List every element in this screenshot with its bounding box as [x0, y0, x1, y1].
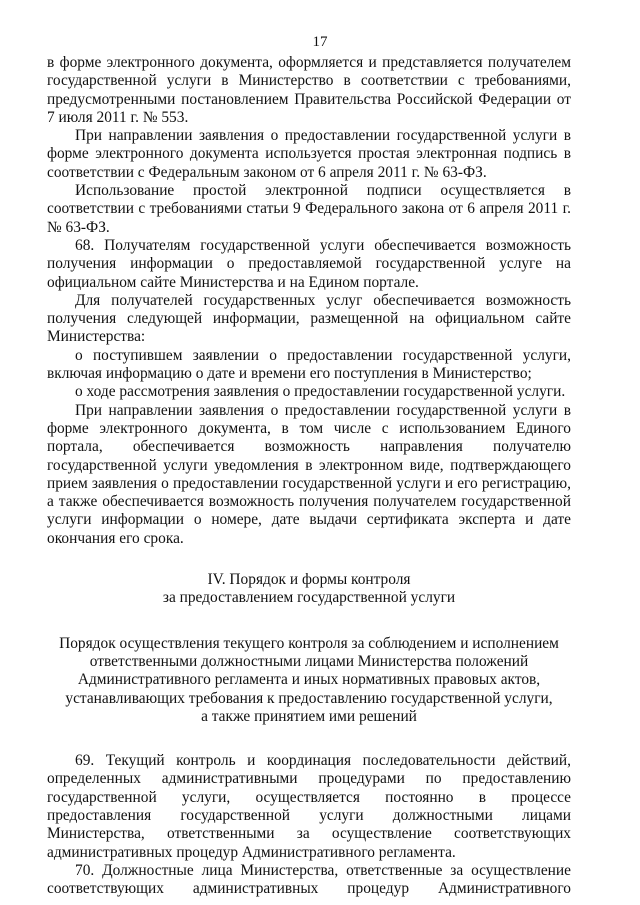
paragraph: 68. Получателям государственной услуги обеспечивается возможность получения информации о предоставляемой государственной услуге на официальном сайте Министерства и на Едином портале.: [47, 236, 571, 291]
paragraph: 70. Должностные лица Министерства, ответственные за осуществление соответствующих административных процедур Административного: [47, 861, 571, 898]
page-number: 17: [312, 34, 328, 50]
section-title-line1: IV. Порядок и формы контроля: [207, 571, 411, 589]
paragraph: 69. Текущий контроль и координация последовательности действий, определенных административными процедурами по предоставлению государственной услуги, осуществляется постоянно в процессе предоставления государственной услуги должностными лицами Министерства, ответственными за осуществление соответствующих административных процедур Административного регламента.: [47, 752, 571, 861]
section-title-line2: за предоставлением государственной услуги: [162, 589, 456, 607]
list-item: о ходе рассмотрения заявления о предоставлении государственной услуги.: [75, 383, 566, 401]
document-body: [47, 54, 571, 898]
paragraph: в форме электронного документа, оформляется и представляется получателем государственной услуги в Министерство в соответствии с требованиями, предусмотренными постановлением Правительства Российской Федерации от 7 июля 2011 г. № 553.: [47, 54, 571, 126]
subsection-title-line1: Порядок осуществления текущего контроля за соблюдением и исполнением: [59, 634, 559, 652]
subsection-title-line2: ответственными должностными лицами Министерства положений: [89, 652, 529, 670]
list-item: о поступившем заявлении о предоставлении государственной услуги, включая информацию о дате и времени его поступления в Министерство;: [47, 346, 571, 383]
subsection-title-line3: Административного регламента и иных нормативных правовых актов,: [77, 671, 541, 689]
paragraph: Для получателей государственных услуг обеспечивается возможность получения следующей информации, размещенной на официальном сайте Министерства:: [47, 291, 571, 346]
paragraph: Использование простой электронной подписи осуществляется в соответствии с требованиями статьи 9 Федерального закона от 6 апреля 2011 г. № 63-ФЗ.: [47, 182, 571, 236]
subsection-title-line4: устанавливающих требования к предоставлению государственной услуги,: [65, 689, 553, 707]
paragraph: При направлении заявления о предоставлении государственной услуги в форме электронного документа используется простая электронная подпись в соответствии с Федеральным законом от 6 апреля 2011 г. № 63-ФЗ.: [47, 127, 571, 181]
paragraph: При направлении заявления о предоставлении государственной услуги в форме электронного документа, в том числе с использованием Единого портала, обеспечивается возможность направления получателю государственной услуги уведомления в электронном виде, подтверждающего прием заявления о предоставлении государственной услуги и его регистрацию, а также обеспечивается возможность получения получателем государственной услуги информации о номере, дате выдачи сертификата эксперта и дате окончания его срока.: [47, 401, 571, 547]
subsection-title-line5: а также принятием ими решений: [201, 707, 417, 725]
